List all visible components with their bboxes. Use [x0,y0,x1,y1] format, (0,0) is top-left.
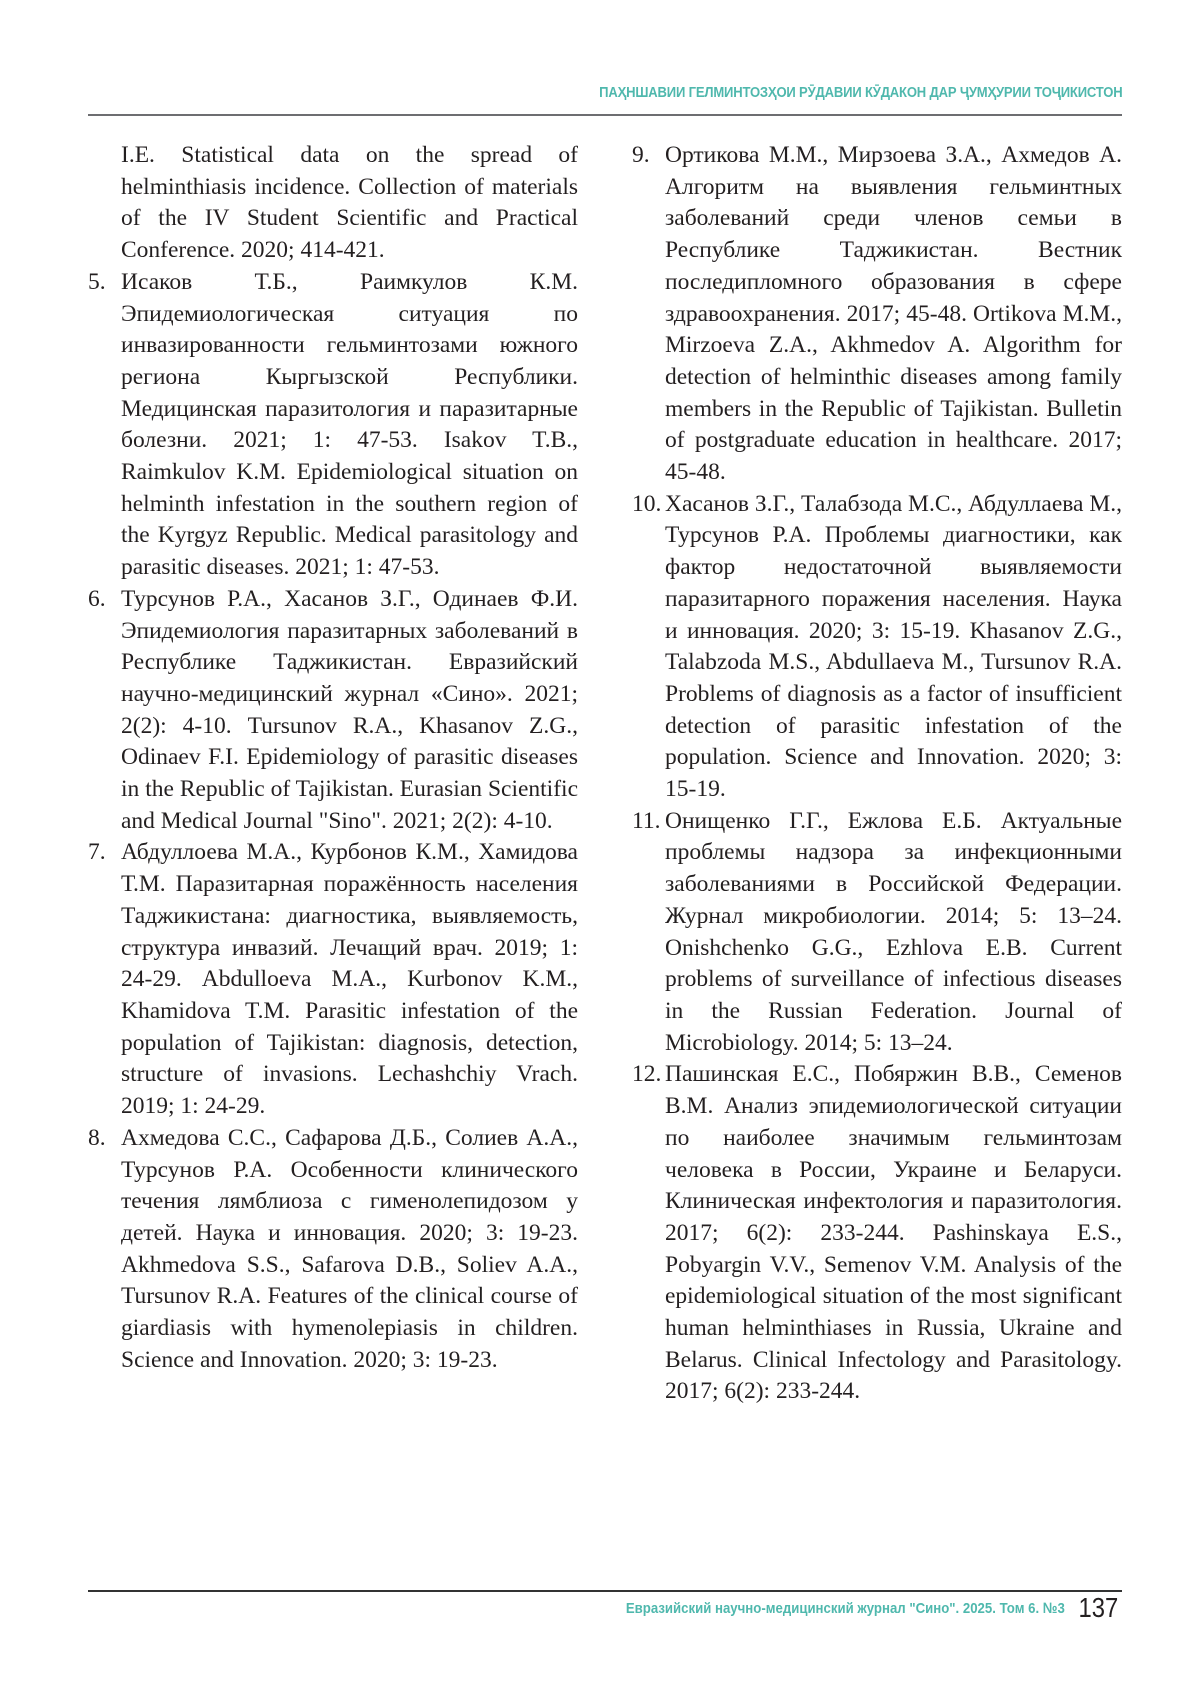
reference-item [88,837,578,1122]
reference-continuation: I.E. Statistical data on the spread of helminthiasis incidence. Collection of materials of the IV Student Scientific and Practical Conference. 2020; 414-421. [88,140,578,267]
reference-text: Хасанов З.Г., Талабзода М.С., Абдуллаева М., Турсунов Р.А. Проблемы диагностики, как фактор недостаточной выявляемости паразитарного поражения населения. Наука и инновация. 2020; 3: 15-19. Khasanov Z.G., Talabzoda M.S., Abdullaeva M., Tursunov R.A. Problems of diagnosis as a factor of insufficient detection of parasitic infestation of the population. Science and Innovation. 2020; 3: 15-19. [665,489,1122,806]
reference-number: 11. [632,806,665,1060]
reference-number: 12. [632,1059,665,1408]
reference-item [632,1059,1122,1408]
reference-text: Исаков Т.Б., Раимкулов К.М. Эпидемиологическая ситуация по инвазированности гельминтозами южного региона Кыргызской Республики. Медицинская паразитология и паразитарные болезни. 2021; 1: 47-53. Isakov T.B., Raimkulov K.M. Epidemiological situation on helminth infestation in the southern region of the Kyrgyz Republic. Medical parasitology and parasitic diseases. 2021; 1: 47-53. [121,267,578,584]
reference-item [632,489,1122,806]
reference-number: 5. [88,267,121,584]
reference-text: Пашинская Е.С., Побяржин В.В., Семенов В.М. Анализ эпидемиологической ситуации по наиболее значимым гельминтозам человека в России, Украине и Беларуси. Клиническая инфектология и паразитология. 2017; 6(2): 233-244. Pashinskaya E.S., Pobyargin V.V., Semenov V.M. Analysis of the epidemiological situation of the most significant human helminthiases in Russia, Ukraine and Belarus. Clinical Infectology and Parasitology. 2017; 6(2): 233-244. [665,1059,1122,1408]
journal-citation: Евразийский научно-медицинский журнал "Сино". 2025. Том 6. №3 [626,1600,1065,1617]
reference-number: 8. [88,1123,121,1377]
reference-text: Турсунов Р.А., Хасанов З.Г., Одинаев Ф.И. Эпидемиология паразитарных заболеваний в Республике Таджикистан. Евразийский научно-медицинский журнал «Сино». 2021; 2(2): 4-10. Tursunov R.A., Khasanov Z.G., Odinaev F.I. Epidemiology of parasitic diseases in the Republic of Tajikistan. Eurasian Scientific and Medical Journal "Sino". 2021; 2(2): 4-10. [121,584,578,838]
reference-item [632,140,1122,489]
references-right-column [632,140,1122,1408]
references-left-column [88,140,578,1376]
reference-text: Ахмедова С.С., Сафарова Д.Б., Солиев А.А., Турсунов Р.А. Особенности клинического течения лямблиоза с гименолепидозом у детей. Наука и инновация. 2020; 3: 19-23. Akhmedova S.S., Safarova D.B., Soliev A.A., Tursunov R.A. Features of the clinical course of giardiasis with hymenolepiasis in children. Science and Innovation. 2020; 3: 19-23. [121,1123,578,1377]
reference-number: 7. [88,837,121,1122]
reference-text: Онищенко Г.Г., Ежлова Е.Б. Актуальные проблемы надзора за инфекционными заболеваниями в Российской Федерации. Журнал микробиологии. 2014; 5: 13–24. Onishchenko G.G., Ezhlova E.B. Current problems of surveillance of infectious diseases in the Russian Federation. Journal of Microbiology. 2014; 5: 13–24. [665,806,1122,1060]
reference-text: Абдуллоева М.А., Курбонов К.М., Хамидова Т.М. Паразитарная поражённость населения Таджикистана: диагностика, выявляемость, структура инвазий. Лечащий врач. 2019; 1: 24-29. Abdulloeva M.A., Kurbonov K.M., Khamidova T.M. Parasitic infestation of the population of Tajikistan: diagnosis, detection, structure of invasions. Lechashchiy Vrach. 2019; 1: 24-29. [121,837,578,1122]
reference-number: 6. [88,584,121,838]
reference-item [88,1123,578,1377]
reference-item [88,584,578,838]
page-number: 137 [1079,1592,1119,1624]
reference-text: Ортикова М.М., Мирзоева З.А., Ахмедов А. Алгоритм на выявления гельминтных заболеваний среди членов семьи в Республике Таджикистан. Вестник последипломного образования в сфере здравоохранения. 2017; 45-48. Ortikova M.M., Mirzoeva Z.A., Akhmedov A. Algorithm for detection of helminthic diseases among family members in the Republic of Tajikistan. Bulletin of postgraduate education in healthcare. 2017; 45-48. [665,140,1122,489]
page-footer [88,1590,1122,1642]
reference-item [632,806,1122,1060]
running-header [88,84,1122,116]
reference-item [88,267,578,584]
reference-number: 10. [632,489,665,806]
reference-number: 9. [632,140,665,489]
running-title: ПАҲНШАВИИ ГЕЛМИНТОЗҲОИ РӮДАВИИ КӮДАКОН ДАР ҶУМҲУРИИ ТОҶИКИСТОН [599,85,1122,101]
